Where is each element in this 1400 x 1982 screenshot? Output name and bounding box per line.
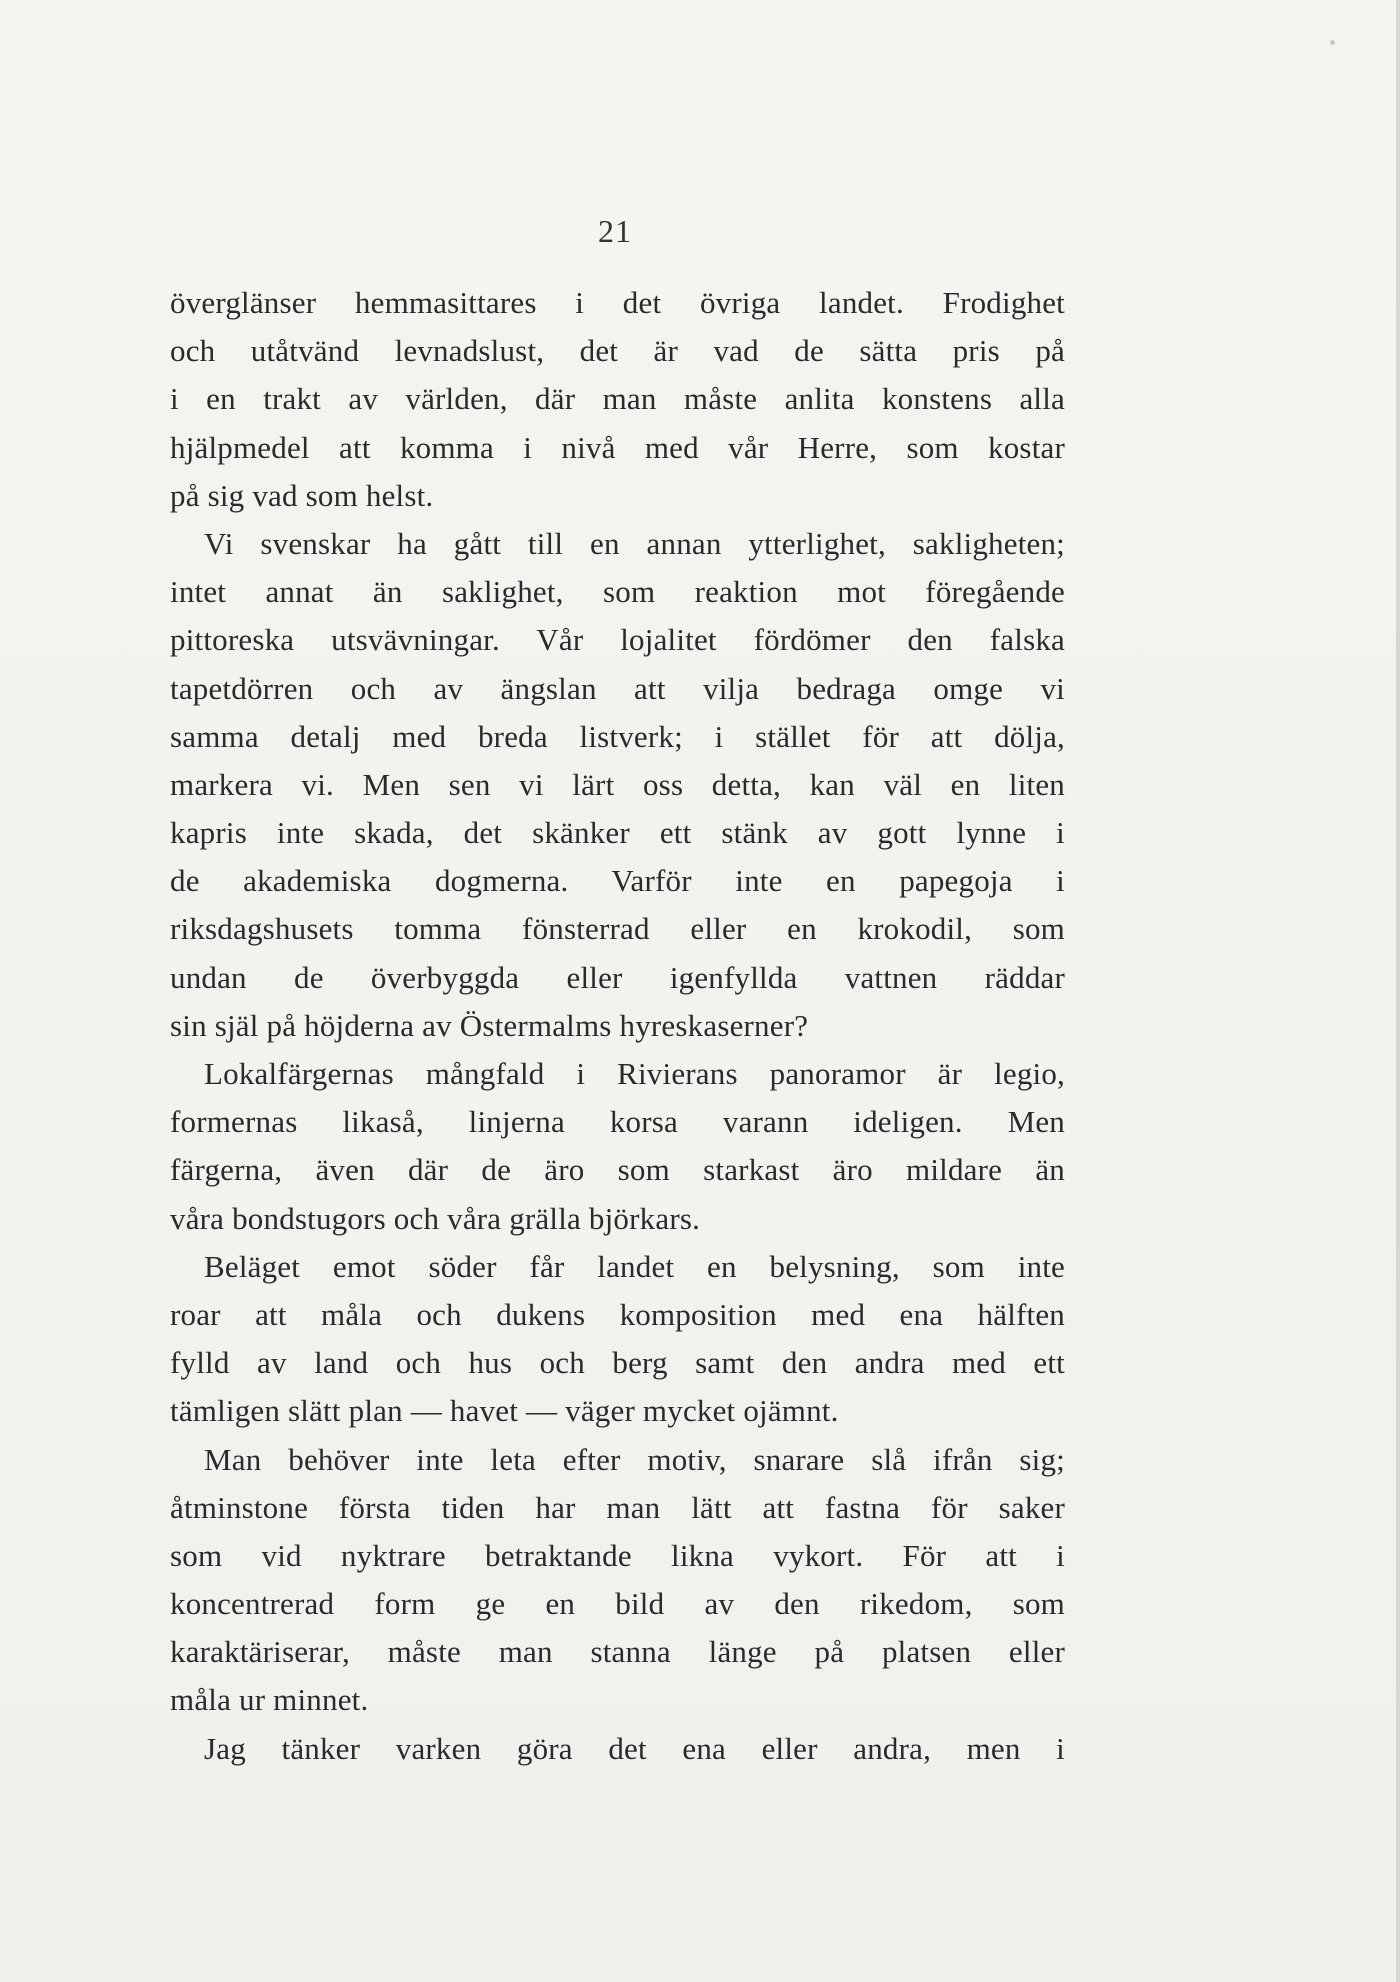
text-line: fylld av land och hus och berg samt den andra med ett — [170, 1345, 1065, 1381]
text-line: färgerna, även där de äro som starkast äro mildare än — [170, 1152, 1065, 1188]
text-line: Man behöver inte leta efter motiv, snarare slå ifrån sig; — [204, 1441, 1065, 1477]
page-edge — [1396, 0, 1400, 1982]
text-line: karaktäriserar, måste man stanna länge på platsen eller — [170, 1634, 1065, 1670]
text-line: roar att måla och dukens komposition med ena hälften — [170, 1296, 1065, 1332]
text-line: intet annat än saklighet, som reaktion mot föregående — [170, 574, 1065, 610]
text-line: Lokalfärgernas mångfald i Rivierans panoramor är legio, — [204, 1056, 1065, 1091]
text-line: på sig vad som helst. — [170, 477, 434, 513]
text-line: undan de överbyggda eller igenfyllda vattnen räddar — [170, 959, 1065, 995]
text-line: tapetdörren och av ängslan att vilja bedraga omge vi — [170, 670, 1065, 706]
text-line: riksdagshusets tomma fönsterrad eller en krokodil, som — [170, 911, 1065, 947]
text-line: våra bondstugors och våra grälla björkars. — [170, 1200, 701, 1236]
text-line: överglänser hemmasittares i det övriga landet. Frodighet — [170, 285, 1065, 320]
text-line: de akademiska dogmerna. Varför inte en papegoja i — [170, 863, 1065, 899]
text-line: måla ur minnet. — [170, 1682, 369, 1718]
text-line: formernas likaså, linjerna korsa varann ideligen. Men — [170, 1104, 1065, 1140]
text-line: kapris inte skada, det skänker ett stänk av gott lynne i — [170, 815, 1065, 851]
text-line: och utåtvänd levnadslust, det är vad de sätta pris på — [170, 333, 1065, 369]
text-line: tämligen slätt plan — havet — väger mycket ojämnt. — [170, 1393, 839, 1429]
page-number: 21 — [598, 213, 632, 249]
text-line: pittoreska utsvävningar. Vår lojalitet fördömer den falska — [170, 622, 1065, 658]
paper-speck — [1330, 40, 1335, 45]
text-line: hjälpmedel att komma i nivå med vår Herre, som kostar — [170, 429, 1065, 465]
text-line: Beläget emot söder får landet en belysning, som inte — [204, 1248, 1065, 1284]
text-line: i en trakt av världen, där man måste anlita konstens alla — [170, 381, 1065, 417]
text-line: sin själ på höjderna av Östermalms hyreskaserner? — [170, 1007, 809, 1043]
text-line: koncentrerad form ge en bild av den rikedom, som — [170, 1586, 1065, 1622]
text-line: markera vi. Men sen vi lärt oss detta, kan väl en liten — [170, 766, 1065, 802]
text-line: åtminstone första tiden har man lätt att fastna för saker — [170, 1489, 1065, 1525]
text-line: Vi svenskar ha gått till en annan ytterlighet, sakligheten; — [204, 525, 1065, 561]
text-line: samma detalj med breda listverk; i stället för att dölja, — [170, 718, 1065, 754]
body-text — [170, 279, 1065, 1773]
text-line: som vid nyktrare betraktande likna vykort. För att i — [170, 1537, 1065, 1573]
text-line: Jag tänker varken göra det ena eller andra, men i — [204, 1730, 1065, 1766]
